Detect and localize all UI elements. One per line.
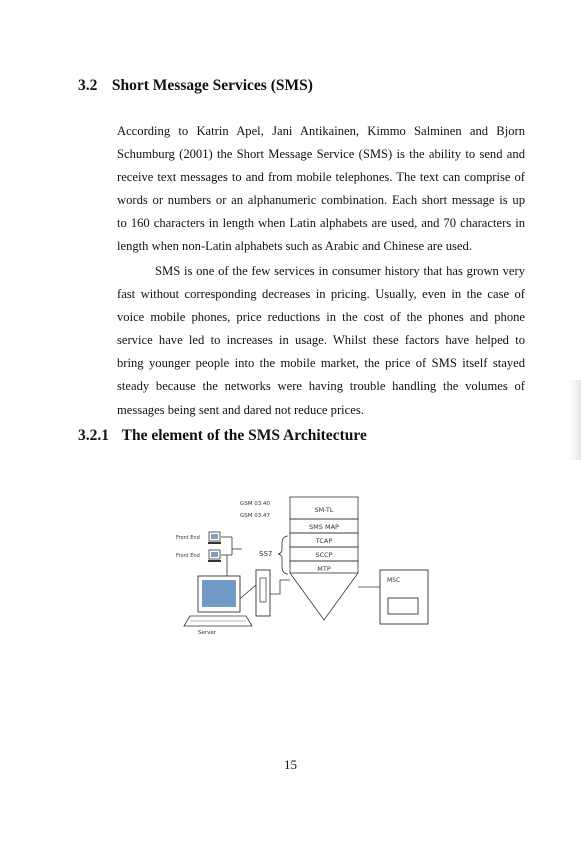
switch-box — [256, 570, 270, 616]
stack-layer-sm-tl: SM-TL — [314, 506, 334, 514]
page-number: 15 — [284, 757, 297, 772]
paragraph-line: receive text messages to and from mobile telephones. The text can comprise of — [117, 170, 525, 185]
paragraph-line: service have led to increases in usage. Whilst these factors have helped to — [117, 333, 525, 348]
section-heading — [78, 77, 313, 95]
section-title: Short Message Services (SMS) — [111, 77, 313, 94]
msc-label: MSC — [387, 577, 401, 584]
subsection-title: The element of the SMS Architecture — [121, 427, 367, 444]
paragraph-line: words or numbers or an alphanumeric combination. Each short message is up — [117, 193, 525, 208]
paragraph-line: According to Katrin Apel, Jani Antikainen, Kimmo Salminen and Bjorn — [117, 124, 525, 138]
server-label: Server — [198, 630, 217, 636]
sms-architecture-figure — [170, 492, 435, 642]
paragraph-line: fast without corresponding decreases in pricing. Usually, even in the case of — [117, 287, 525, 302]
front-end-label-1: Front End — [176, 535, 200, 541]
front-end-screen — [211, 534, 218, 539]
stack-layer-mtp: MTP — [317, 565, 331, 573]
paragraph-2 — [117, 260, 525, 422]
front-end-label-2: Front End — [176, 553, 200, 559]
paragraph-line: Schumburg (2001) the Short Message Service (SMS) is the ability to send and — [117, 147, 525, 162]
paragraph-line: SMS is one of the few services in consumer history that has grown very — [155, 264, 525, 278]
switch-to-stack — [270, 580, 290, 594]
subsection-heading — [78, 427, 367, 445]
front-end-base — [208, 560, 221, 562]
section-number: 3.2 — [78, 77, 98, 94]
gsm-label-1: GSM 03.40 — [240, 501, 270, 507]
stack-funnel — [290, 573, 358, 620]
stack-layer-tcap: TCAP — [315, 537, 333, 545]
paragraph-line: messages being sent and dared not reduce prices. — [117, 402, 364, 417]
paragraph-line: length when non-Latin alphabets such as Arabic and Chinese are used. — [117, 239, 472, 254]
paragraph-1 — [117, 120, 525, 259]
subsection-number: 3.2.1 — [78, 427, 109, 444]
paragraph-line: bring younger people into the mobile market, the price of SMS itself stayed — [117, 356, 525, 371]
stack-layer-sccp: SCCP — [315, 551, 333, 559]
paragraph-line: to 160 characters in length when Latin alphabets are used, and 70 characters in — [117, 216, 525, 231]
paragraph-line: voice mobile phones, price reductions in the cost of the phones and phone — [117, 310, 525, 325]
gsm-label-2: GSM 03.47 — [240, 513, 270, 519]
ss7-brace — [278, 536, 288, 574]
server-computer-icon — [184, 576, 252, 626]
front-end-screen — [211, 552, 218, 557]
paragraph-line: steady because the networks were having trouble handling the volumes of — [117, 379, 525, 394]
scan-edge-shadow — [569, 380, 581, 460]
stack-layer-sms-map: SMS MAP — [309, 523, 339, 531]
ss7-label: SS7 — [259, 550, 273, 558]
front-end-base — [208, 542, 221, 544]
